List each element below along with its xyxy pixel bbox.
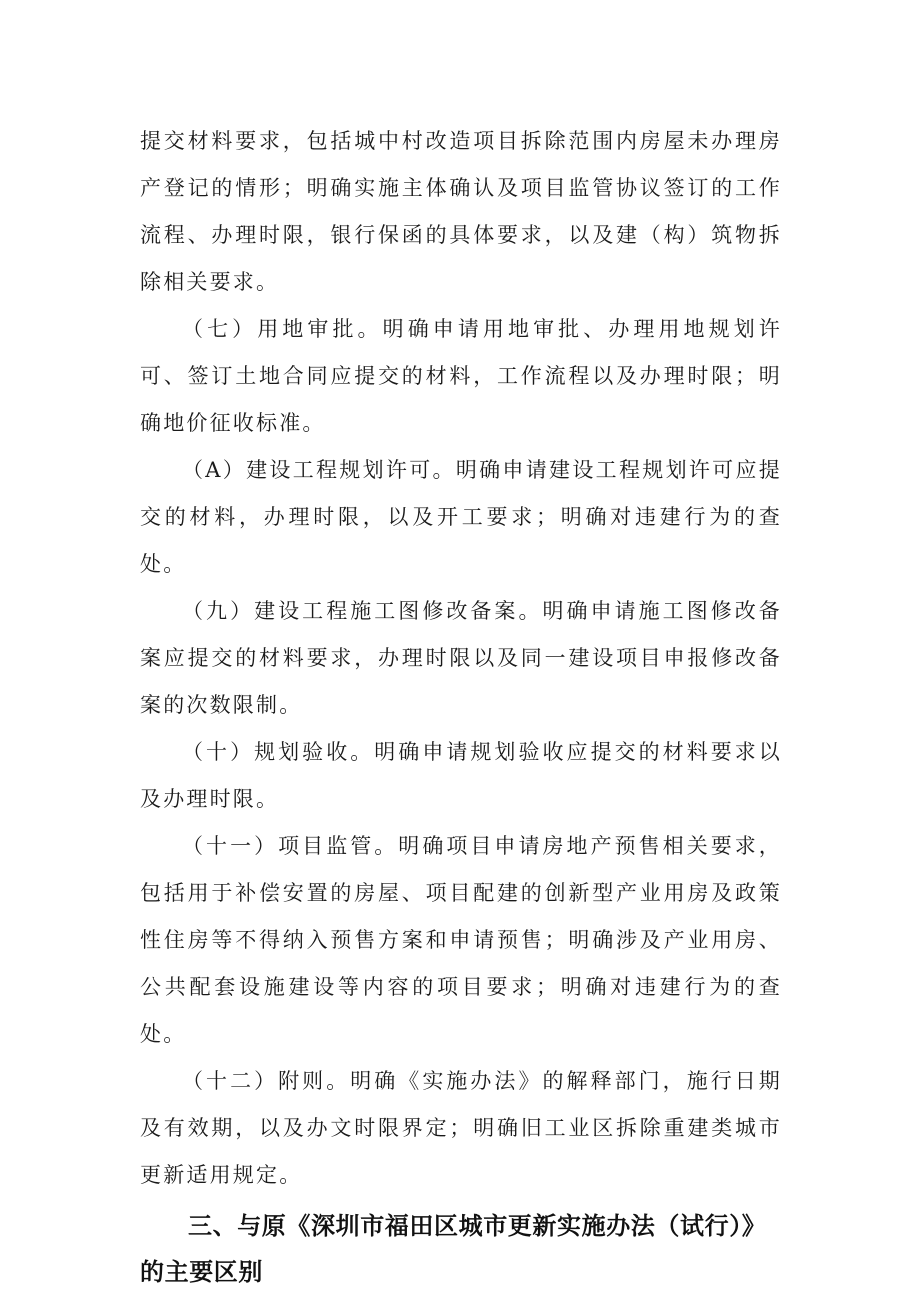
paragraph-construction-permit: （A）建设工程规划许可。明确申请建设工程规划许可应提交的材料，办理时限，以及开工要求；明确对违建行为的查处。 [140,458,782,576]
paragraph-planning-acceptance: （十）规划验收。明确申请规划验收应提交的材料要求以及办理时限。 [140,740,782,811]
document-page [140,118,782,1295]
paragraph-continuation: 提交材料要求，包括城中村改造项目拆除范围内房屋未办理房产登记的情形；明确实施主体确认及项目监管协议签订的工作流程、办理时限，银行保函的具体要求，以及建（构）筑物拆除相关要求。 [140,129,782,294]
paragraph-land-approval: （七）用地审批。明确申请用地审批、办理用地规划许可、签订土地合同应提交的材料，工作流程以及办理时限；明确地价征收标准。 [140,317,782,435]
paragraph-supplementary-provisions: （十二）附则。明确《实施办法》的解释部门，施行日期及有效期，以及办文时限界定；明确旧工业区拆除重建类城市更新适用规定。 [140,1069,782,1187]
paragraph-project-supervision: （十一）项目监管。明确项目申请房地产预售相关要求，包括用于补偿安置的房屋、项目配建的创新型产业用房及政策性住房等不得纳入预售方案和申请预售；明确涉及产业用房、公共配套设施建设等内容的项目要求；明确对违建行为的查处。 [140,834,782,1046]
paragraph-drawing-revision: （九）建设工程施工图修改备案。明确申请施工图修改备案应提交的材料要求，办理时限以及同一建设项目申报修改备案的次数限制。 [140,599,782,717]
section-heading: 三、与原《深圳市福田区城市更新实施办法（试行）》的主要区别 [140,1212,767,1286]
